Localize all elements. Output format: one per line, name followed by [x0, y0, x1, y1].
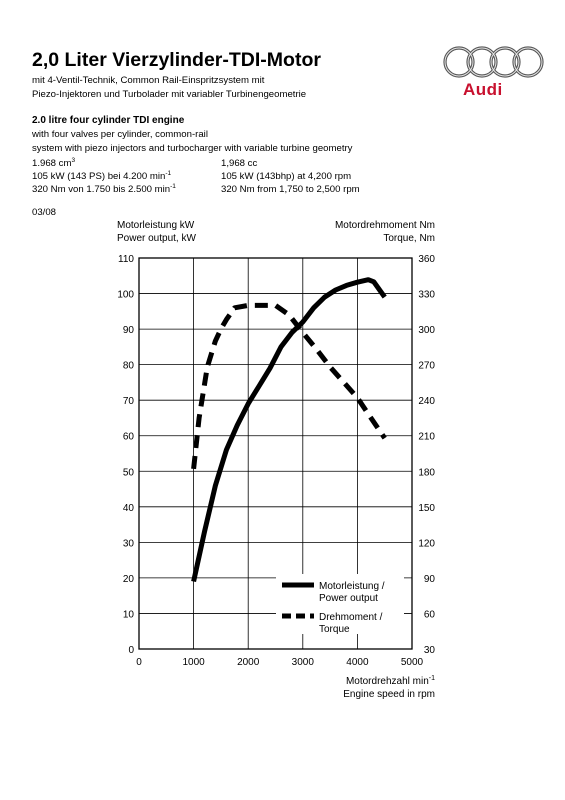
legend-power-line2: Power output	[319, 593, 378, 604]
x-tick-label: 2000	[237, 657, 260, 668]
y-left-tick-label: 40	[122, 502, 134, 514]
y-left-tick-label: 100	[117, 289, 134, 301]
y-right-tick-label: 240	[418, 396, 435, 408]
ylabel-left-line1: Motorleistung kW	[117, 220, 195, 231]
y-right-tick-label: 180	[418, 467, 435, 479]
y-left-tick-label: 0	[128, 645, 134, 656]
x-tick-label: 0	[136, 657, 142, 668]
subtitle-de-line2: Piezo-Injektoren und Turbolader mit variabler Turbinengeometrie	[32, 89, 307, 100]
subtitle-de-line1: mit 4-Ventil-Technik, Common Rail-Einspritzsystem mit	[32, 75, 265, 86]
x-tick-label: 1000	[182, 657, 205, 668]
x-tick-label: 3000	[291, 657, 314, 668]
title-en: 2.0 litre four cylinder TDI engine	[32, 115, 185, 126]
legend-torque-line2: Torque	[319, 624, 350, 635]
chart-series	[194, 280, 385, 582]
y-left-tick-label: 50	[122, 467, 134, 479]
page-title: 2,0 Liter Vierzylinder-TDI-Motor	[32, 49, 321, 71]
y-left-tick-label: 10	[122, 609, 134, 621]
xlabel-line1: Motordrehzahl $\min^{-1}$	[345, 675, 435, 687]
spec-power-en: 105 kW (143bhp) at 4,200 rpm	[221, 171, 352, 182]
y-right-tick-label: 270	[418, 360, 435, 372]
logo-text: Audi	[463, 80, 503, 99]
y-right-tick-label: 330	[418, 289, 435, 301]
y-right-tick-label: 300	[418, 325, 435, 337]
y-left-tick-label: 30	[122, 538, 134, 550]
y-right-tick-label: 120	[418, 538, 435, 550]
spec-displacement-de: 1.968 $cm^3$	[32, 157, 76, 169]
subtitle-en-line1: with four valves per cylinder, common-rail	[32, 129, 208, 140]
y-right-tick-label: 30	[423, 645, 435, 656]
y-right-tick-label: 210	[418, 431, 435, 443]
spec-displacement-en: 1,968 cc	[221, 158, 258, 169]
y-left-tick-label: 110	[118, 254, 134, 265]
ylabel-left-line2: Power output, kW	[117, 233, 196, 244]
y-left-tick-label: 20	[122, 573, 134, 585]
ylabel-right-line2: Torque, Nm	[383, 233, 435, 244]
legend-torque-line1: Drehmoment /	[319, 612, 383, 623]
series-torque-line	[194, 305, 385, 469]
ylabel-right-line1: Motordrehmoment Nm	[334, 220, 435, 231]
y-left-tick-label: 80	[122, 360, 134, 372]
y-left-tick-label: 70	[122, 396, 134, 408]
subtitle-en-line2: system with piezo injectors and turbocharger with variable turbine geometry	[32, 143, 353, 154]
chart-legend	[276, 574, 404, 635]
spec-torque-en: 320 Nm from 1,750 to 2,500 rpm	[221, 184, 360, 195]
xlabel-line2: Engine speed in rpm	[343, 689, 435, 700]
spec-power-de: 105 kW (143 PS) bei 4.200 $\min^{-1}$	[32, 170, 172, 182]
spec-torque-de: 320 Nm von 1.750 bis 2.500 $\min^{-1}$	[32, 183, 176, 195]
y-right-tick-label: 360	[418, 254, 435, 265]
y-right-tick-label: 150	[418, 502, 435, 514]
y-right-tick-label: 90	[423, 573, 435, 585]
legend-power-line1: Motorleistung /	[319, 581, 385, 592]
y-right-tick-label: 60	[423, 609, 435, 621]
y-left-tick-label: 90	[122, 325, 134, 337]
x-tick-label: 4000	[346, 657, 369, 668]
x-tick-label: 5000	[400, 657, 424, 668]
date-label: 03/08	[32, 207, 57, 218]
y-left-tick-label: 60	[122, 431, 134, 443]
